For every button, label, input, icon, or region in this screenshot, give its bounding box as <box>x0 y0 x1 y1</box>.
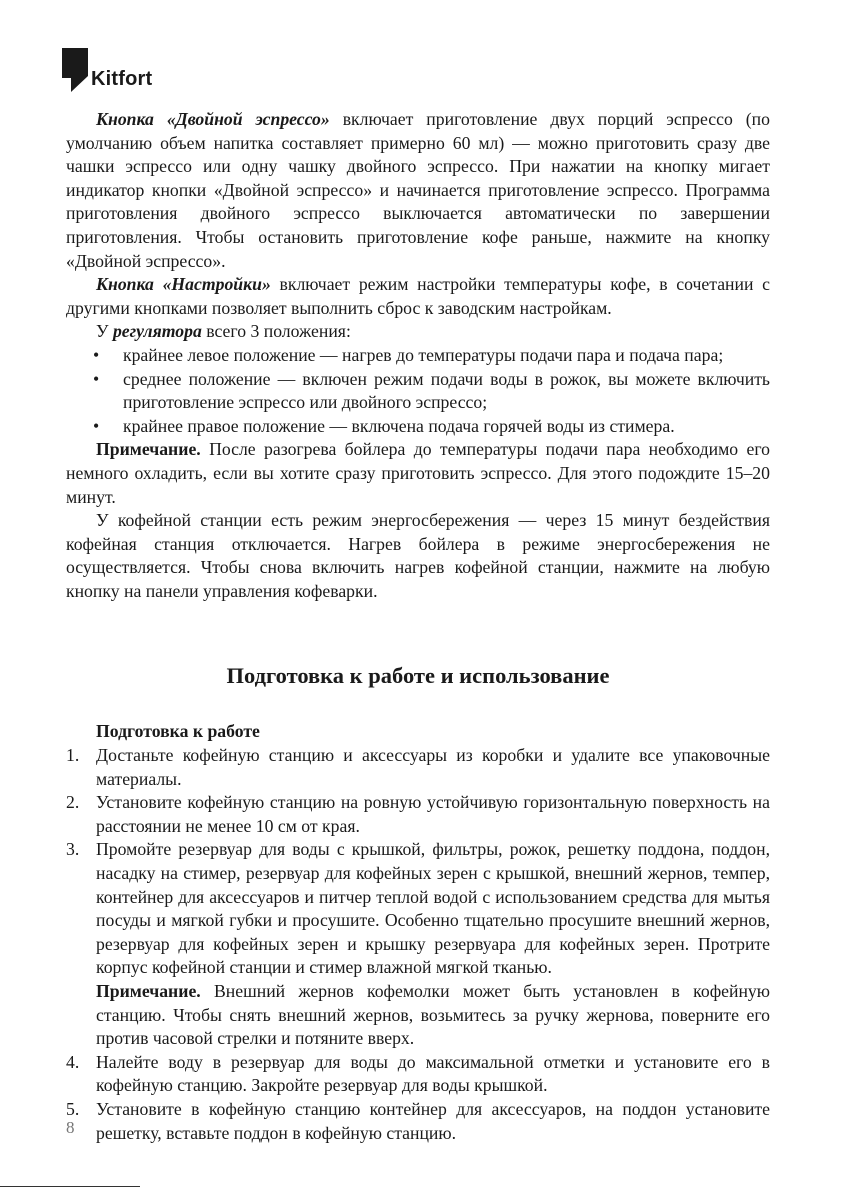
section-title: Подготовка к работе и использование <box>226 663 610 689</box>
page-content <box>66 108 770 1145</box>
kitfort-logo-icon <box>62 48 88 92</box>
paragraph-note <box>66 438 770 509</box>
step-number: 5. <box>66 1098 80 1119</box>
bottom-rule <box>0 1186 140 1187</box>
double-espresso-label: Кнопка «Двойной эспрессо» <box>96 109 330 129</box>
preparation-steps-list <box>66 744 770 1145</box>
step-text: Промойте резервуар для воды с крышкой, фильтры, рожок, решетку поддона, поддон, насадку на стимер, резервуар для кофейных зерен с крышкой, внешний жернов, темпер, контейнер для аксессуаров и питчер теплой водой с использованием средства для мытья посуды и мягкой губки и просушите. Особенно тщательно просушите внешний жернов, резервуар для кофейных зерен и крышку резервуара для кофейных зерен. Протрите корпус кофейной станции и стимер влажной мягкой тканью. <box>96 839 770 978</box>
kitfort-logo <box>62 48 152 92</box>
logo-text: Kitfort <box>91 68 153 90</box>
step-text: Установите в кофейную станцию контейнер для аксессуаров, на поддон установите решетку, вставьте поддон в кофейную станцию. <box>96 1098 770 1143</box>
step-number: 3. <box>66 839 80 860</box>
paragraph-double-espresso <box>66 108 770 273</box>
settings-text: включает режим настройки температуры кофе, в сочетании с другими кнопками позволяет выполнить сброс к заводским настройкам. <box>66 274 770 318</box>
step-text: Установите кофейную станцию на ровную устойчивую горизонтальную поверхность на расстоянии не менее 10 см от края. <box>96 792 770 836</box>
double-espresso-text: включает приготовление двух порций эспрессо (по умолчанию объем напитка составляет примерно 60 мл) — можно приготовить сразу две чашки эспрессо или одну чашку двойного эспрессо. При нажатии на кнопку мигает индикатор кнопки «Двойной эспрессо» и начинается приготовление эспрессо. Программа приготовления двойного эспрессо выключается автоматически по завершении приготовления. Чтобы остановить приготовление кофе раньше, нажмите на кнопку «Двойной эспрессо». <box>66 109 770 271</box>
note-text: После разогрева бойлера до температуры подачи пара необходимо его немного охладить, если вы хотите сразу приготовить эспрессо. Для этого подождите 15–20 минут. <box>66 439 770 507</box>
step-number: 4. <box>66 1051 80 1072</box>
step-item <box>66 744 770 791</box>
step-note-text: Внешний жернов кофемолки может быть установлен в кофейную станцию. Чтобы снять внешний жернов, возьмитесь за ручку жернова, поверните его против часовой стрелки и потяните вверх. <box>96 981 770 1049</box>
step-number: 2. <box>66 792 80 813</box>
note-label: Примечание. <box>96 439 201 460</box>
step-note-label: Примечание. <box>96 981 201 1001</box>
regulator-prefix: У <box>96 321 113 342</box>
list-item: • среднее положение — включен режим подачи воды в рожок, вы можете включить приготовление эспрессо или двойного эспрессо; <box>66 368 770 415</box>
step-text: Достаньте кофейную станцию и аксессуары из коробки и удалите все упаковочные материалы. <box>96 745 770 789</box>
paragraph-regulator <box>66 320 770 344</box>
list-item: • крайнее правое положение — включена подача горячей воды из стимера. <box>66 415 770 439</box>
regulator-positions-list <box>66 344 770 438</box>
step-item <box>66 838 770 1050</box>
step-item <box>66 1051 770 1098</box>
step-item <box>66 791 770 838</box>
settings-label: Кнопка «Настройки» <box>96 274 271 295</box>
page-number: 8 <box>66 1118 75 1137</box>
list-item: • крайнее левое положение — нагрев до температуры подачи пара и подача пара; <box>66 344 770 368</box>
paragraph-energy-saving: У кофейной станции есть режим энергосбережения — через 15 минут бездействия кофейная станция отключается. Нагрев бойлера в режиме энергосбережения не осуществляется. Чтобы снова включить нагрев кофейной станции, нажмите на любую кнопку на панели управления кофеварки. <box>66 510 770 601</box>
section-subtitle: Подготовка к работе <box>96 721 260 742</box>
regulator-text: всего 3 положения: <box>201 321 351 342</box>
regulator-label: регулятора <box>112 321 202 342</box>
step-number: 1. <box>66 745 80 766</box>
paragraph-settings <box>66 273 770 320</box>
step-text: Налейте воду в резервуар для воды до максимальной отметки и установите его в кофейную станцию. Закройте резервуар для воды крышкой. <box>96 1051 770 1096</box>
step-item <box>66 1098 770 1145</box>
